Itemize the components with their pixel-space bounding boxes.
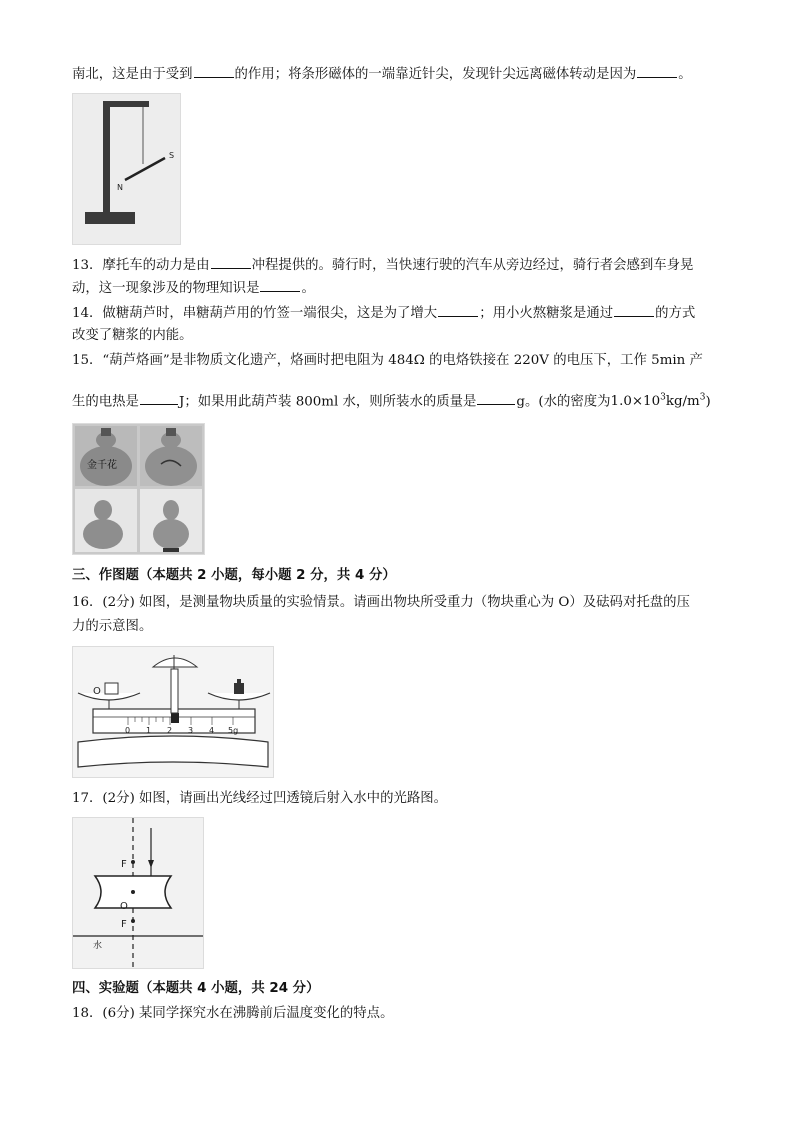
label-n: N [117,183,123,192]
q14-line1: 14．做糖葫芦时，串糖葫芦用的竹签一端很尖，这是为了增大 ；用小火熬糖浆是通过 的方式 [72,306,696,321]
q12-line [72,65,724,84]
svg-text:4: 4 [209,726,215,735]
label-f-top: F [121,859,127,870]
svg-text:5g: 5g [228,726,239,735]
svg-text:2: 2 [167,726,173,735]
q15-line1: 15．“葫芦烙画”是非物质文化遗产，烙画时把电阻为 484Ω 的电烙铁接在 220V 的电压下，工作 5min 产 [72,353,703,368]
answer-blank[interactable] [637,65,677,78]
hanging-needle-illustration [73,94,180,244]
svg-text:1: 1 [146,726,152,735]
q12-text-c: 。 [678,67,692,82]
label-s: S [169,151,175,160]
q13-line2: 动，这一现象涉及的物理知识是 。 [72,281,315,296]
lens-diagram [73,818,203,968]
section-3-heading: 三、作图题（本题共 2 小题，每小题 2 分，共 4 分） [72,568,396,583]
answer-blank[interactable] [477,392,515,405]
label-o: O [120,901,128,912]
density-value: $1.0\times 10^3kg/m^3$ [610,393,706,410]
q17-line1: 17．(2分) 如图，请画出光线经过凹透镜后射入水中的光路图。 [72,791,448,806]
gourd-photos [73,424,204,554]
section-4-heading: 四、实验题（本题共 4 小题，共 24 分） [72,981,320,996]
hanging-needle-figure [72,93,181,245]
q15-line2: 生的电热是 J；如果用此葫芦装 800ml 水，则所装水的质量是 g。(水的密度为$1.0\times 10^3kg/m^3$) [72,393,711,410]
q16-line1: 16．(2分) 如图，是测量物块质量的实验情景。请画出物块所受重力（物块重心为 O）及砝码对托盘的压 [72,595,690,610]
gourd-inscription: 金千花 [87,460,117,471]
label-o: O [93,686,101,697]
q14-line2: 改变了糖浆的内能。 [72,328,193,343]
svg-text:3: 3 [188,726,194,735]
q12-text-b: 的作用；将条形磁体的一端靠近针尖，发现针尖远离磁体转动是因为 [234,67,637,82]
q12-text-a: 南北，这是由于受到 [72,67,193,82]
answer-blank[interactable] [260,279,300,292]
label-f-bottom: F [121,919,127,930]
concave-lens-figure [72,817,204,969]
gourd-painting-figure [72,423,205,555]
answer-blank[interactable] [438,304,478,317]
answer-blank[interactable] [614,304,654,317]
balance-figure [72,646,274,778]
q16-line2: 力的示意图。 [72,619,153,634]
answer-blank[interactable] [140,392,178,405]
q18-line1: 18．(6分) 某同学探究水在沸腾前后温度变化的特点。 [72,1006,394,1021]
q13-line1: 13．摩托车的动力是由 冲程提供的。骑行时，当快速行驶的汽车从旁边经过，骑行者会感到车身晃 [72,258,694,273]
svg-text:0: 0 [125,726,131,735]
balance-illustration [73,647,273,777]
answer-blank[interactable] [211,256,251,269]
label-water: 水 [93,941,103,951]
answer-blank[interactable] [194,65,234,78]
